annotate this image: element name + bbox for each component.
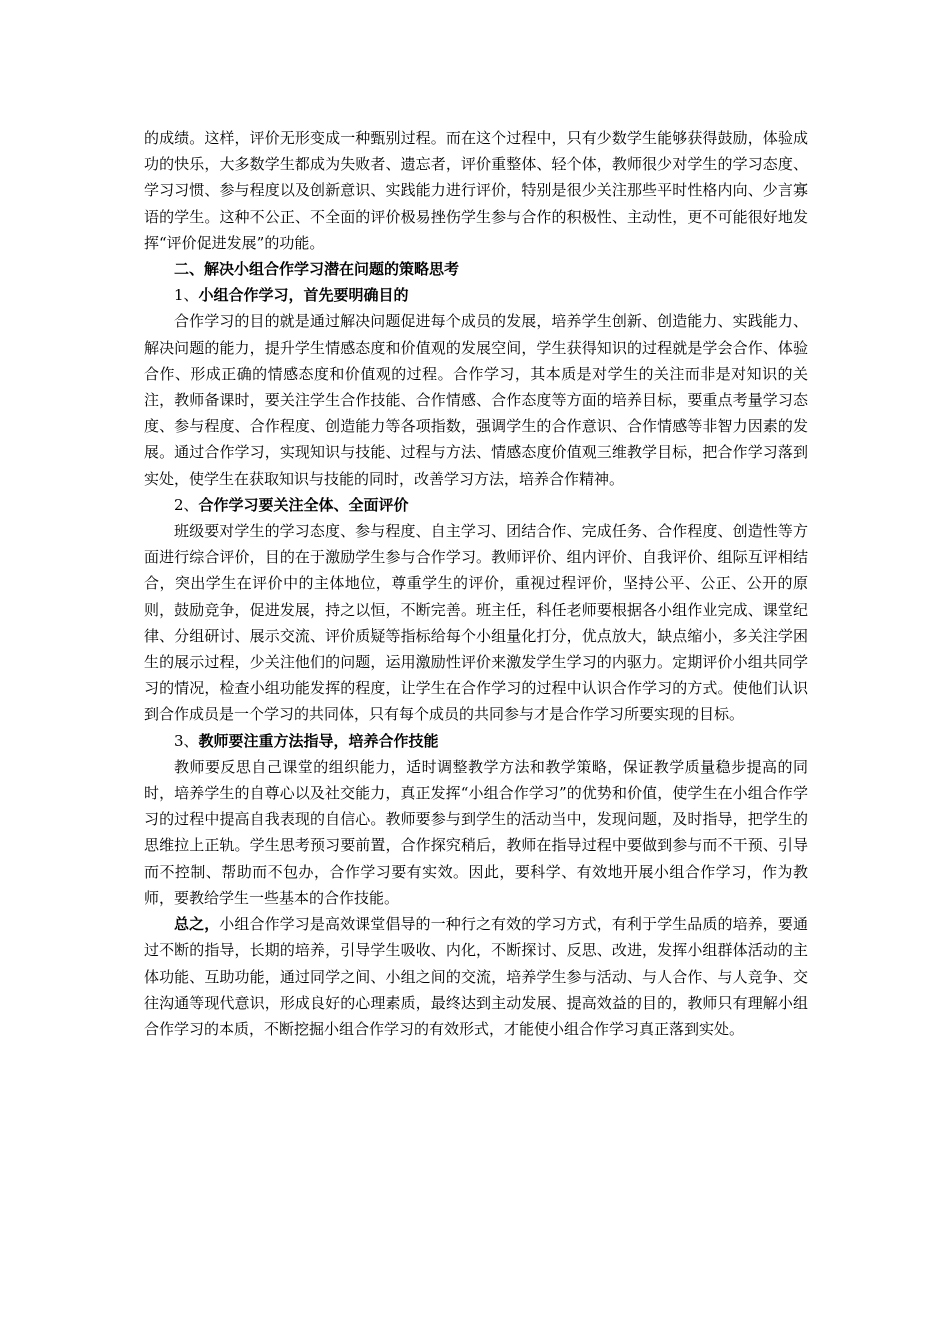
document-page xyxy=(144,125,808,1042)
subsection-3-title: 教师要注重方法指导，培养合作技能 xyxy=(198,731,439,750)
subsection-2-heading xyxy=(144,492,808,518)
subsection-1-body: 合作学习的目的就是通过解决问题促进每个成员的发展，培养学生创新、创造能力、实践能力、解决问题的能力，提升学生情感态度和价值观的发展空间，学生获得知识的过程就是学会合作、体验合作、形成正确的情感态度和价值观的过程。合作学习，其本质是对学生的关注而非是对知识的关注，教师备课时，要关注学生合作技能、合作情感、合作态度等方面的培养目标，要重点考量学习态度、参与程度、合作程度、创造能力等各项指数，强调学生的合作意识、合作情感等非智力因素的发展。通过合作学习，实现知识与技能、过程与方法、情感态度价值观三维教学目标，把合作学习落到实处，使学生在获取知识与技能的同时，改善学习方法，培养合作精神。 xyxy=(144,312,808,488)
subsection-1-number: 1、 xyxy=(174,286,199,305)
conclusion-body: 小组合作学习是高效课堂倡导的一种行之有效的学习方式，有利于学生品质的培养，要通过不断的指导，长期的培养，引导学生吸收、内化，不断探讨、反思、改进，发挥小组群体活动的主体功能、互助功能，通过同学之间、小组之间的交流，培养学生参与活动、与人合作、与人竞争、交往沟通等现代意识，形成良好的心理素质，最终达到主动发展、提高效益的目的，教师只有理解小组合作学习的本质，不断挖掘小组合作学习的有效形式，才能使小组合作学习真正落到实处。 xyxy=(144,915,808,1038)
section-heading: 二、解决小组合作学习潜在问题的策略思考 xyxy=(174,260,460,279)
subsection-3-number: 3、 xyxy=(174,731,199,750)
intro-paragraph: 的成绩。这样，评价无形变成一种甄别过程。而在这个过程中，只有少数学生能够获得鼓励，体验成功的快乐，大多数学生都成为失败者、遗忘者，评价重整体、轻个体，教师很少对学生的学习态度、学习习惯、参与程度以及创新意识、实践能力进行评价，特别是很少关注那些平时性格内向、少言寡语的学生。这种不公正、不全面的评价极易挫伤学生参与合作的积极性、主动性，更不可能很好地发挥“评价促进发展”的功能。 xyxy=(144,129,808,252)
conclusion-paragraph xyxy=(144,911,808,1042)
subsection-2-number: 2、 xyxy=(174,495,199,514)
subsection-1-heading xyxy=(144,282,808,308)
subsection-2-body: 班级要对学生的学习态度、参与程度、自主学习、团结合作、完成任务、合作程度、创造性等方面进行综合评价，目的在于激励学生参与合作学习。教师评价、组内评价、自我评价、组际互评相结合，突出学生在评价中的主体地位，尊重学生的评价，重视过程评价，坚持公平、公正、公开的原则，鼓励竞争，促进发展，持之以恒，不断完善。班主任，科任老师要根据各小组作业完成、课堂纪律、分组研讨、展示交流、评价质疑等指标给每个小组量化打分，优点放大，缺点缩小，多关注学困生的展示过程，少关注他们的问题，运用激励性评价来激发学生学习的内驱力。定期评价小组共同学习的情况，检查小组功能发挥的程度，让学生在合作学习的过程中认识合作学习的方式。使他们认识到合作成员是一个学习的共同体，只有每个成员的共同参与才是合作学习所要实现的目标。 xyxy=(144,522,808,724)
subsection-1-title: 小组合作学习，首先要明确目的 xyxy=(198,286,409,305)
conclusion-lead: 总之， xyxy=(174,915,220,934)
subsection-2-title: 合作学习要关注全体、全面评价 xyxy=(198,495,409,514)
subsection-3-heading xyxy=(144,728,808,754)
subsection-3-body: 教师要反思自己课堂的组织能力，适时调整教学方法和教学策略，保证教学质量稳步提高的同时，培养学生的自尊心以及社交能力，真正发挥“小组合作学习”的优势和价值，使学生在小组合作学习的过程中提高自我表现的自信心。教师要参与到学生的活动当中，发现问题，及时指导，把学生的思维拉上正轨。学生思考预习要前置，合作探究稍后，教师在指导过程中要做到参与而不干预、引导而不控制、帮助而不包办，合作学习要有实效。因此，要科学、有效地开展小组合作学习，作为教师，要教给学生一些基本的合作技能。 xyxy=(144,757,808,907)
